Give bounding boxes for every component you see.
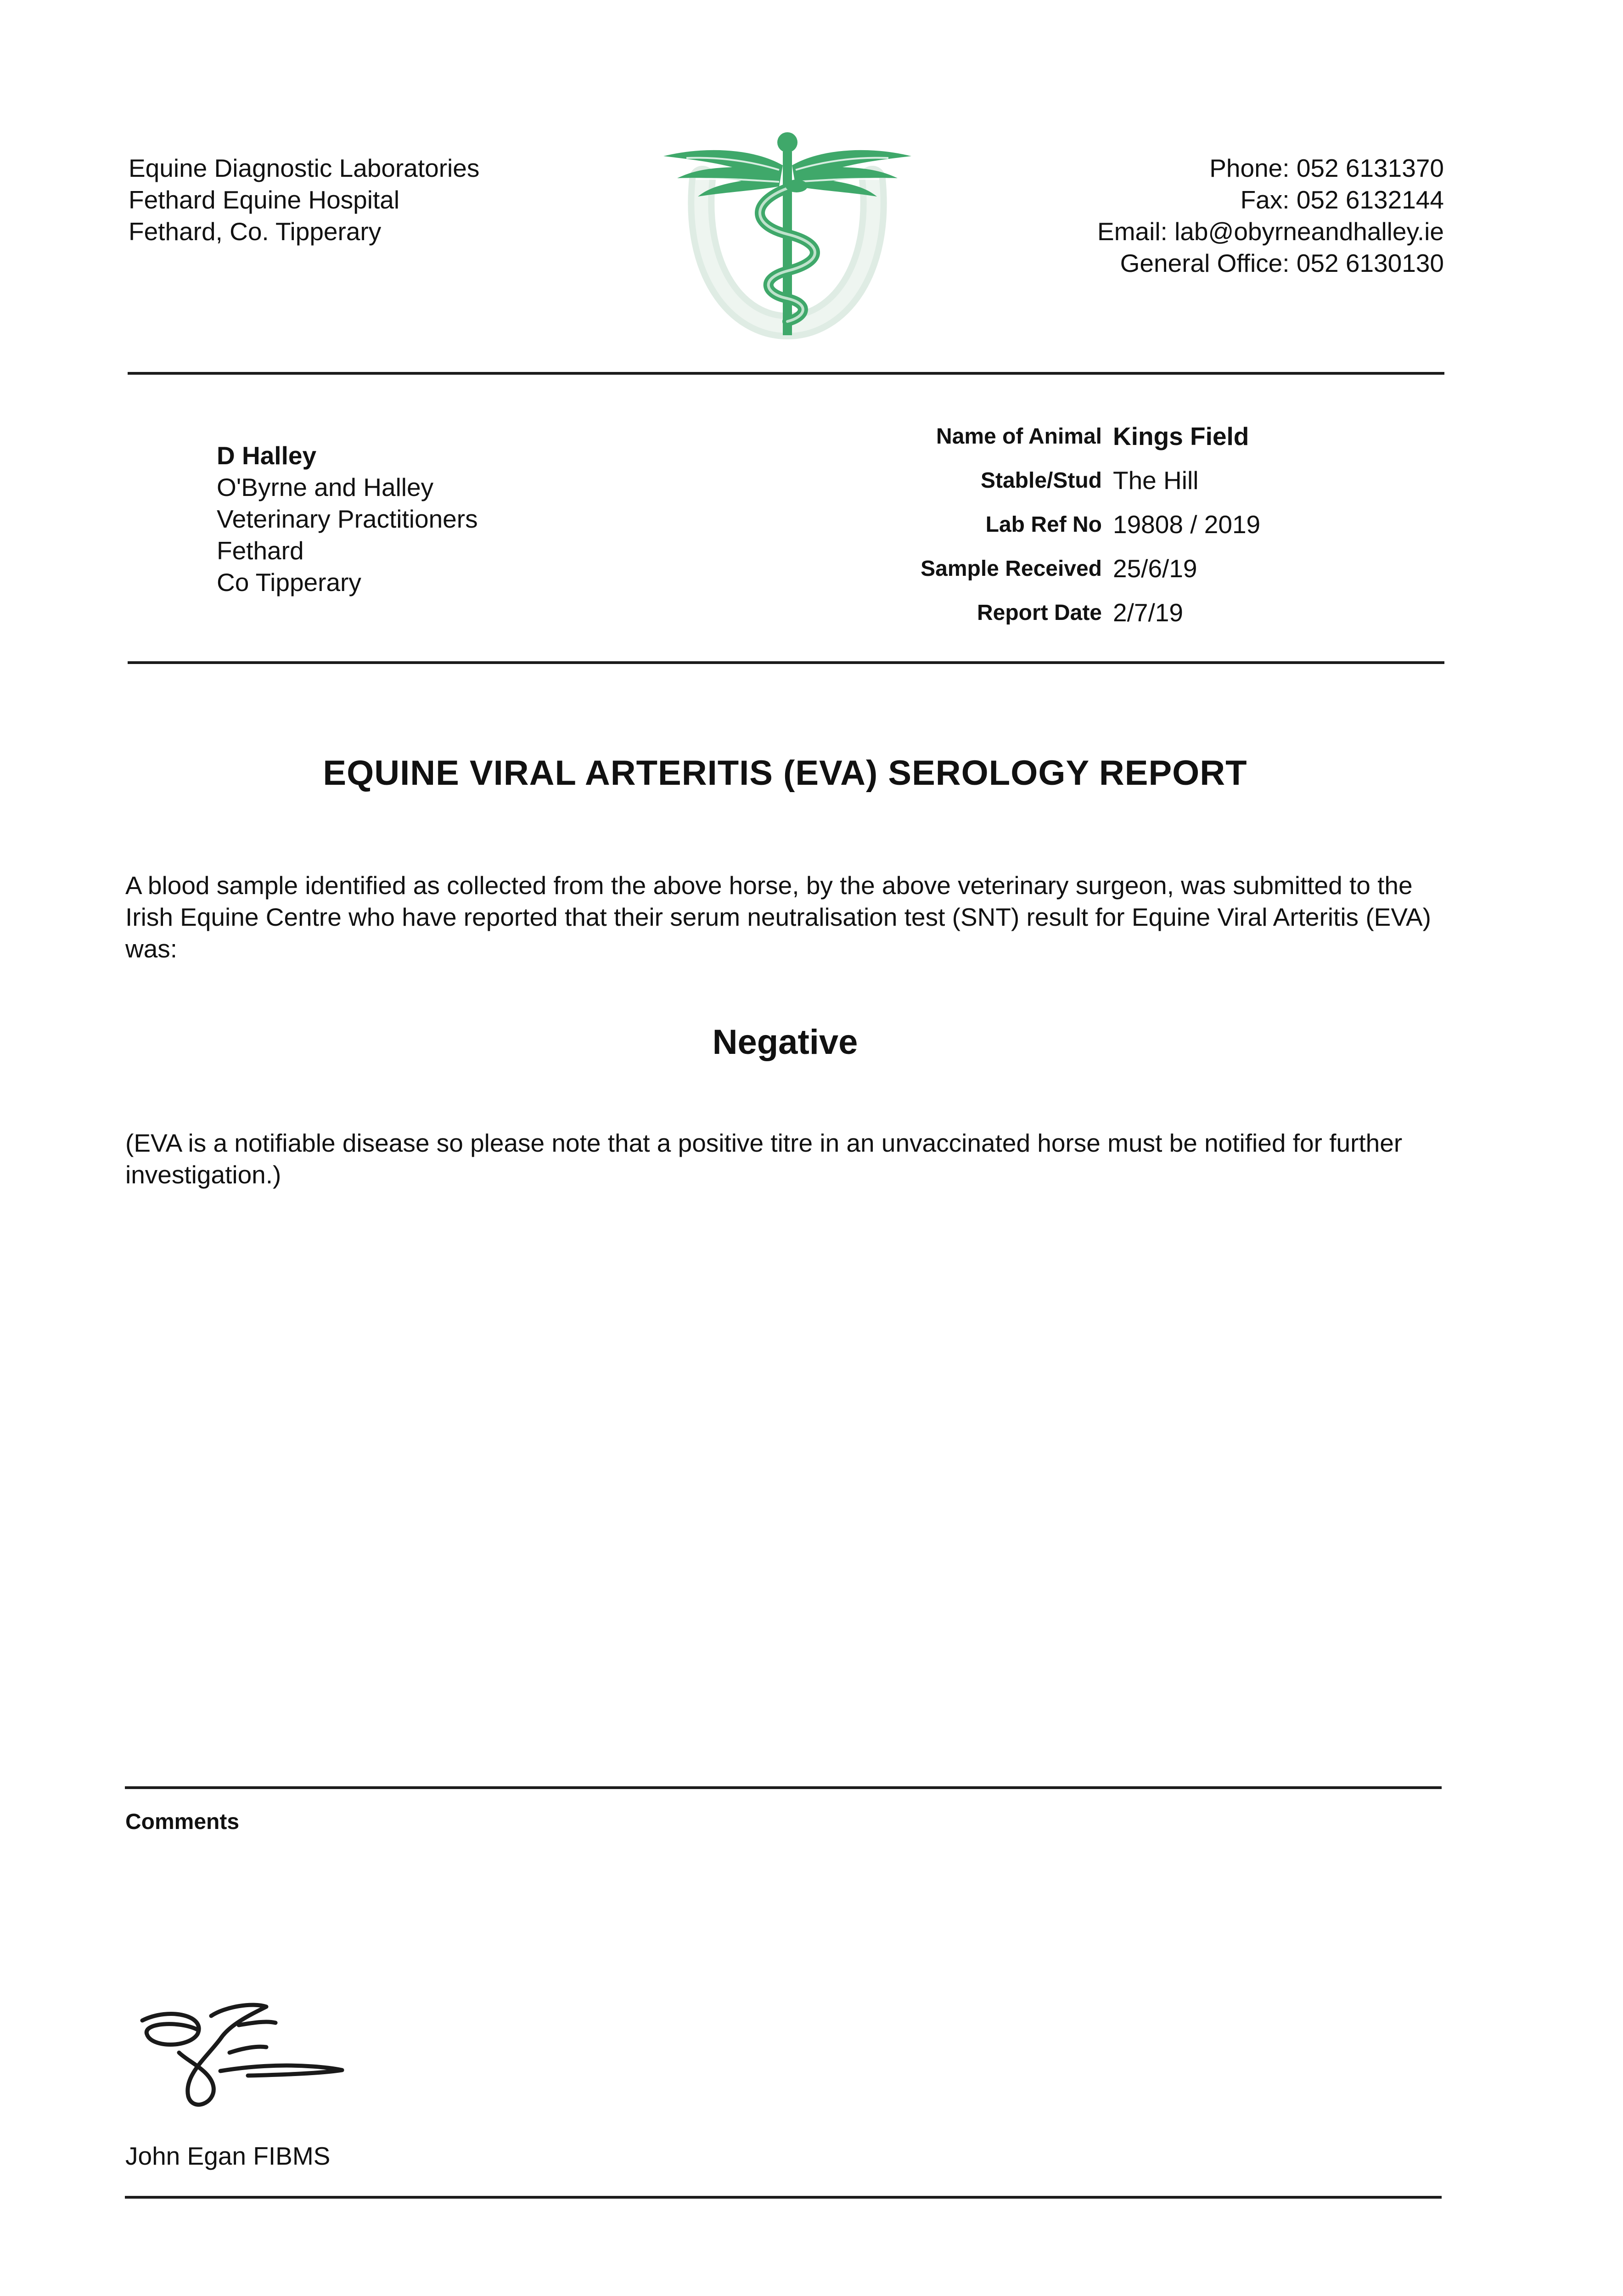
report-body: A blood sample identified as collected from the above horse, by the above veterinary surgeon, was submitted to the Irish Equine Centre who have reported that their serum neutralisation test (SNT) result for Equine Viral Arteritis (EVA) was: — [125, 871, 1431, 963]
signer-name: John Egan FIBMS — [125, 2142, 331, 2170]
details-divider — [128, 661, 1444, 664]
footer-divider — [125, 2196, 1442, 2199]
caduceus-horseshoe-icon — [659, 124, 916, 344]
lab-contact — [1097, 152, 1444, 279]
detail-row-received — [863, 546, 1260, 591]
detail-label: Name of Animal — [936, 424, 1102, 449]
recipient-line: O'Byrne and Halley — [217, 473, 434, 501]
detail-row-animal — [863, 414, 1260, 458]
detail-row-report-date — [863, 591, 1260, 635]
detail-row-stable — [863, 458, 1260, 502]
test-result: Negative — [712, 1023, 858, 1062]
detail-label: Stable/Stud — [980, 468, 1102, 493]
recipient-name: D Halley — [217, 441, 317, 470]
detail-value: 2/7/19 — [1113, 598, 1183, 627]
email-address: Email: lab@obyrneandhalley.ie — [1097, 217, 1444, 246]
sample-details — [863, 414, 1260, 635]
detail-label: Lab Ref No — [985, 512, 1102, 537]
notifiable-note: (EVA is a notifiable disease so please note that a positive titre in an unvaccinated horse must be notified for further investigation.) — [125, 1129, 1403, 1189]
detail-label: Sample Received — [921, 556, 1102, 581]
phone-number: Phone: 052 6131370 — [1209, 154, 1444, 182]
comments-label: Comments — [125, 1810, 240, 1834]
lab-name: Equine Diagnostic Laboratories — [129, 154, 480, 182]
fax-number: Fax: 052 6132144 — [1240, 186, 1444, 214]
detail-label: Report Date — [977, 600, 1102, 625]
recipient-line: Veterinary Practitioners — [217, 505, 478, 533]
lab-town: Fethard, Co. Tipperary — [129, 217, 382, 246]
recipient-line: Co Tipperary — [217, 568, 361, 597]
detail-row-lab-ref — [863, 502, 1260, 546]
recipient-line: Fethard — [217, 536, 304, 565]
detail-value: 25/6/19 — [1113, 554, 1197, 583]
header-divider — [128, 372, 1444, 375]
recipient-address — [217, 440, 478, 598]
lab-address — [129, 152, 479, 248]
detail-value: 19808 / 2019 — [1113, 510, 1261, 539]
report-title: EQUINE VIRAL ARTERITIS (EVA) SEROLOGY REPORT — [323, 754, 1247, 793]
detail-value: Kings Field — [1113, 422, 1249, 450]
detail-value: The Hill — [1113, 466, 1199, 495]
office-number: General Office: 052 6130130 — [1120, 249, 1444, 277]
comments-divider — [125, 1786, 1442, 1789]
lab-hospital: Fethard Equine Hospital — [129, 186, 400, 214]
signature-image — [129, 1998, 349, 2117]
